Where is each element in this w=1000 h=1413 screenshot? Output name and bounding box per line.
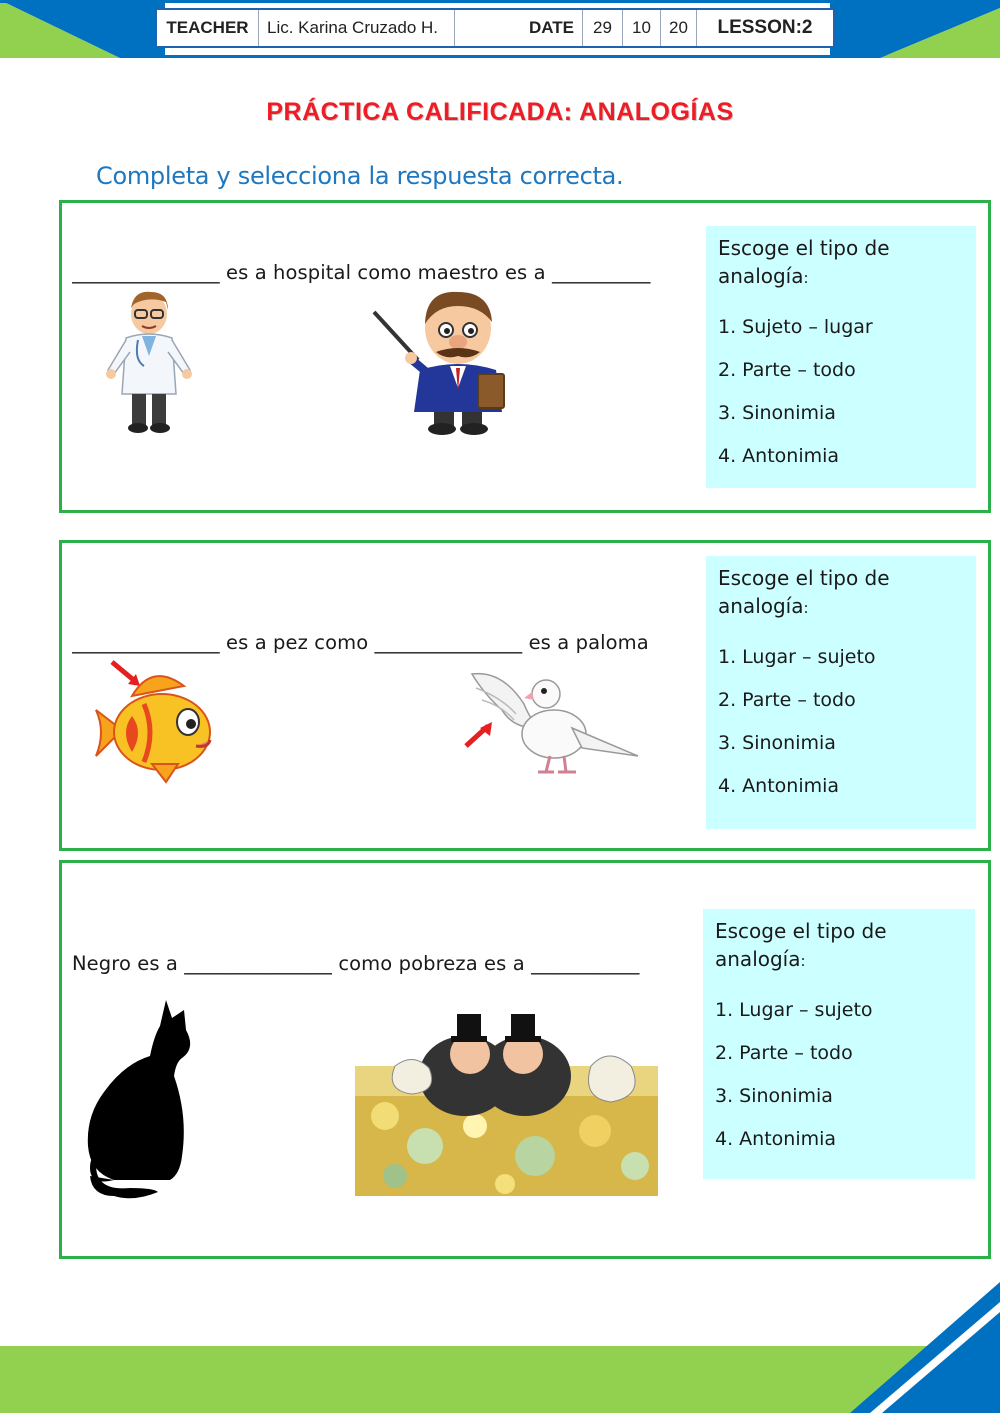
fish-image (92, 656, 220, 786)
question-2-option-3[interactable]: 3. Sinonimia (718, 732, 836, 754)
question-3-sentence: Negro es a _______________ como pobreza es a ___________ (72, 952, 640, 975)
question-2-options (706, 556, 976, 829)
question-3-option-1[interactable]: 1. Lugar – sujeto (715, 999, 873, 1021)
instruction-text: Completa y selecciona la respuesta correcta. (96, 162, 624, 190)
wealth-image (355, 1006, 658, 1196)
question-3-option-2[interactable]: 2. Parte – todo (715, 1042, 853, 1064)
date-month: 10 (623, 10, 661, 46)
black-cat-image (84, 996, 200, 1200)
question-3-options-title: Escoge el tipo de analogía: (715, 919, 887, 971)
header-info-table (155, 8, 835, 48)
lesson-label: LESSON:2 (717, 17, 813, 38)
question-1-option-3[interactable]: 3. Sinonimia (718, 402, 836, 424)
question-2-option-4[interactable]: 4. Antonimia (718, 775, 840, 797)
doctor-image (104, 290, 194, 435)
footer-band (0, 1282, 1000, 1413)
date-year: 20 (661, 10, 697, 46)
dove-image (462, 664, 644, 780)
teacher-image (370, 288, 522, 436)
question-1-option-4[interactable]: 4. Antonimia (718, 445, 840, 467)
page-title: PRÁCTICA CALIFICADA: ANALOGÍAS (266, 98, 734, 126)
question-2-options-title: Escoge el tipo de analogía: (718, 566, 890, 618)
question-1-option-1[interactable]: 1. Sujeto – lugar (718, 316, 873, 338)
question-1-options (706, 226, 976, 488)
teacher-name: Lic. Karina Cruzado H. (259, 10, 455, 46)
date-label: DATE (455, 10, 583, 46)
question-1-options-title: Escoge el tipo de analogía: (718, 236, 890, 288)
question-2-sentence: _______________ es a pez como _______________ es a paloma (72, 631, 649, 654)
question-3-option-3[interactable]: 3. Sinonimia (715, 1085, 833, 1107)
question-3-option-4[interactable]: 4. Antonimia (715, 1128, 837, 1150)
date-day: 29 (583, 10, 623, 46)
question-1-sentence: _______________ es a hospital como maestro es a __________ (72, 261, 651, 284)
question-3-options (703, 909, 975, 1179)
question-2-option-2[interactable]: 2. Parte – todo (718, 689, 856, 711)
question-1-option-2[interactable]: 2. Parte – todo (718, 359, 856, 381)
teacher-label: TEACHER (157, 10, 259, 46)
question-2-option-1[interactable]: 1. Lugar – sujeto (718, 646, 876, 668)
